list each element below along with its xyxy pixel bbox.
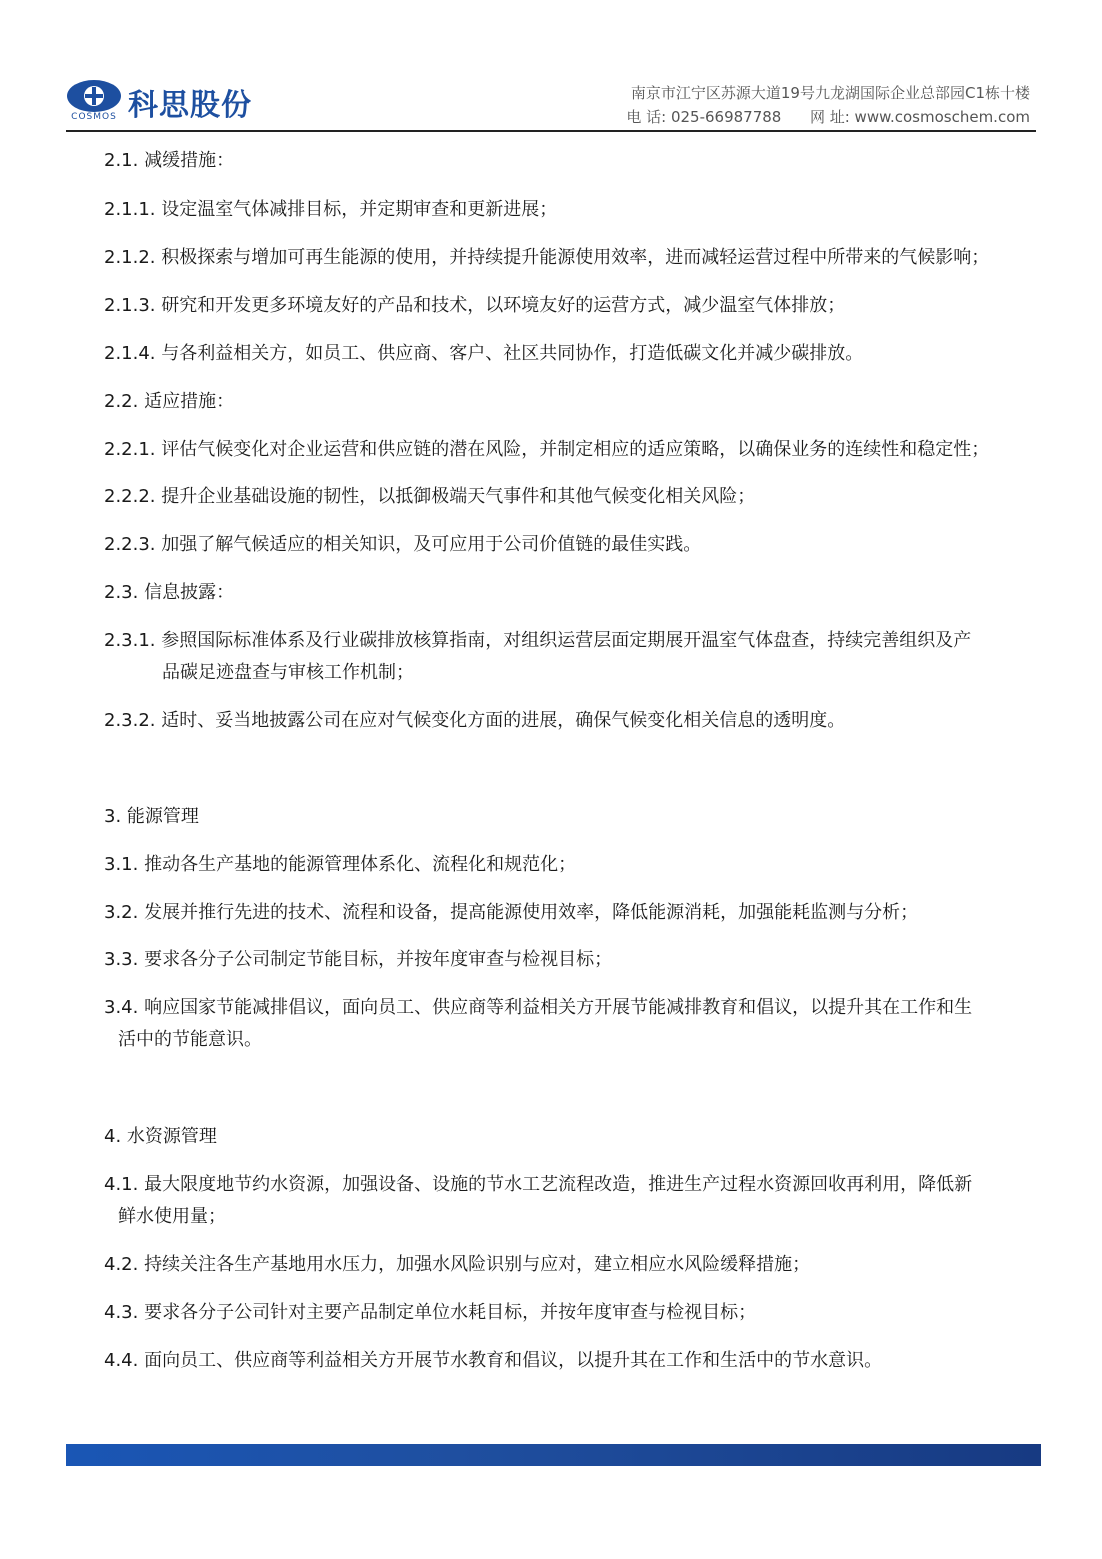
item-2-2-3: 2.2.3. 加强了解气候适应的相关知识，及可应用于公司价值链的最佳实践。 [104, 534, 702, 555]
item-2-3-2: 2.3.2. 适时、妥当地披露公司在应对气候变化方面的进展，确保气候变化相关信息的透明度。 [104, 710, 846, 731]
heading-2-3: 2.3. 信息披露： [104, 582, 235, 603]
heading-2-1: 2.1. 减缓措施： [104, 150, 235, 171]
item-2-2-2: 2.2.2. 提升企业基础设施的韧性，以抵御极端天气事件和其他气候变化相关风险； [104, 486, 756, 507]
item-2-1-2: 2.1.2. 积极探索与增加可再生能源的使用，并持续提升能源使用效率，进而减轻运营过程中所带来的气候影响； [104, 247, 990, 268]
item-2-2-1: 2.2.1. 评估气候变化对企业运营和供应链的潜在风险，并制定相应的适应策略，以确保业务的连续性和稳定性； [104, 439, 990, 460]
company-address: 南京市江宁区苏源大道19号九龙湖国际企业总部园C1栋十楼 [630, 84, 1030, 102]
page-header [66, 72, 1036, 130]
item-3-3: 3.3. 要求各分子公司制定节能目标，并按年度审查与检视目标； [104, 949, 613, 970]
header-divider [66, 130, 1036, 132]
section-3-title: 3. 能源管理 [104, 806, 199, 827]
item-3-4-cont: 活中的节能意识。 [118, 1029, 262, 1050]
item-3-4: 3.4. 响应国家节能减排倡议，面向员工、供应商等利益相关方开展节能减排教育和倡议，以提升其在工作和生 [104, 997, 973, 1018]
heading-2-2: 2.2. 适应措施： [104, 391, 235, 412]
item-2-1-3: 2.1.3. 研究和开发更多环境友好的产品和技术，以环境友好的运营方式，减少温室气体排放； [104, 295, 846, 316]
item-2-1-4: 2.1.4. 与各利益相关方，如员工、供应商、客户、社区共同协作，打造低碳文化并减少碳排放。 [104, 343, 864, 364]
logo-subtitle: COSMOS [71, 112, 117, 122]
section-4-title: 4. 水资源管理 [104, 1126, 217, 1147]
item-4-3: 4.3. 要求各分子公司针对主要产品制定单位水耗目标，并按年度审查与检视目标； [104, 1302, 757, 1323]
item-2-3-1-cont: 品碳足迹盘查与审核工作机制； [162, 662, 414, 683]
item-4-1: 4.1. 最大限度地节约水资源，加强设备、设施的节水工艺流程改造，推进生产过程水资源回收再利用，降低新 [104, 1174, 973, 1195]
company-name: 科思股份 [128, 88, 252, 123]
item-4-2: 4.2. 持续关注各生产基地用水压力，加强水风险识别与应对，建立相应水风险缓释措施； [104, 1254, 811, 1275]
company-contact: 电 话: 025-66987788 网 址: www.cosmoschem.com [626, 108, 1030, 126]
item-4-4: 4.4. 面向员工、供应商等利益相关方开展节水教育和倡议，以提升其在工作和生活中的节水意识。 [104, 1350, 883, 1371]
item-2-3-1: 2.3.1. 参照国际标准体系及行业碳排放核算指南，对组织运营层面定期展开温室气体盘查，持续完善组织及产 [104, 630, 972, 651]
footer-bar [66, 1444, 1041, 1466]
item-4-1-cont: 鲜水使用量； [118, 1206, 226, 1227]
item-3-1: 3.1. 推动各生产基地的能源管理体系化、流程化和规范化； [104, 854, 577, 875]
item-3-2: 3.2. 发展并推行先进的技术、流程和设备，提高能源使用效率，降低能源消耗，加强能耗监测与分析； [104, 902, 919, 923]
item-2-1-1: 2.1.1. 设定温室气体减排目标，并定期审查和更新进展； [104, 199, 558, 220]
